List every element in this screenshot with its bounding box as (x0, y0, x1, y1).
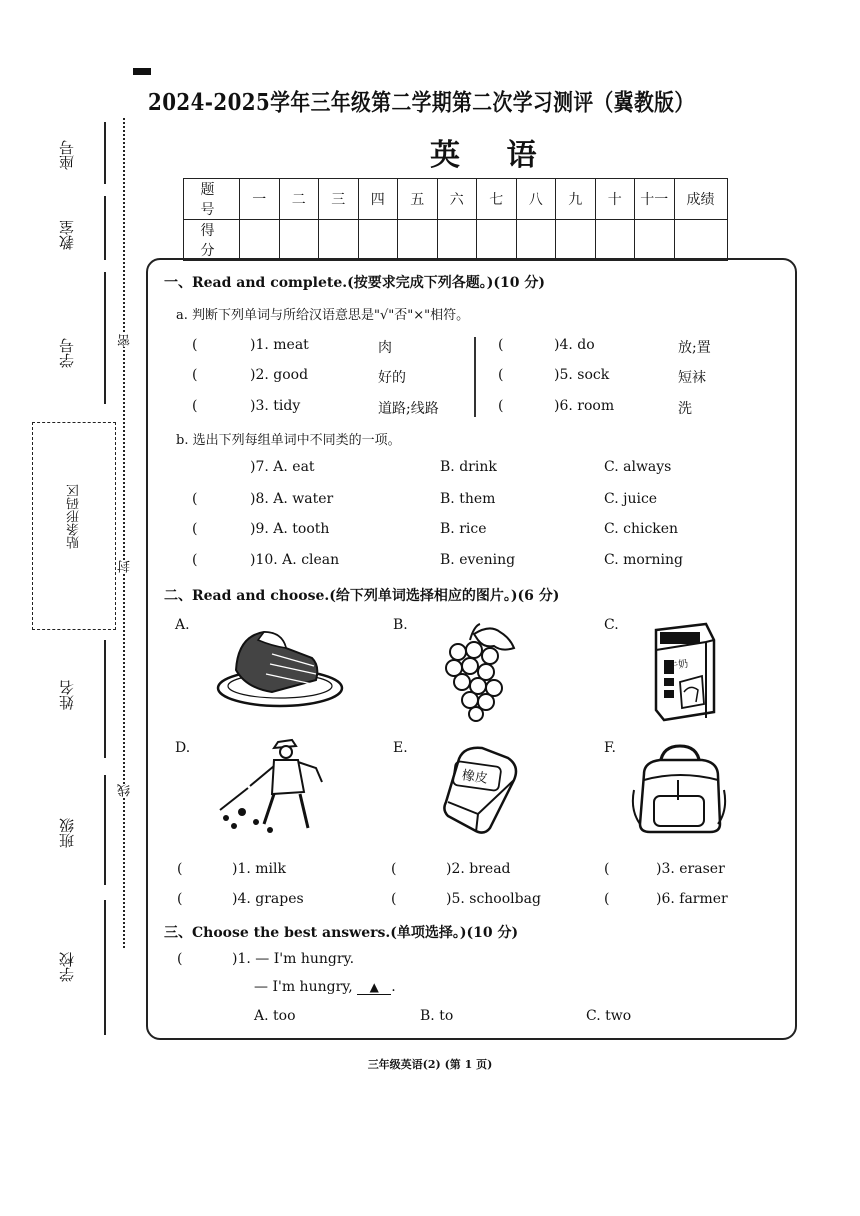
answer-paren[interactable]: ( (177, 891, 183, 907)
exam-title: 2024-2025学年三年级第二学期第二次学习测评（冀教版） (148, 89, 695, 116)
a-item-chinese: 肉 (378, 340, 392, 356)
seat-label: 座号 (58, 140, 76, 170)
milk-carton-text: 牛奶 (667, 658, 689, 673)
school-label: 学校 (58, 952, 76, 982)
b-option-b: B. rice (440, 521, 487, 537)
a-item-chinese: 道路;线路 (378, 401, 439, 417)
line-mark: 线 (118, 784, 133, 797)
score-input-cell[interactable] (279, 220, 319, 261)
score-cell: 十 (595, 179, 635, 220)
side-rule (104, 775, 106, 885)
registration-mark (133, 68, 151, 75)
student-no-label: 学号 (58, 338, 76, 368)
side-rule (104, 196, 106, 260)
score-table-header-row (184, 179, 728, 220)
grapes-icon (440, 622, 520, 722)
a-item-word: )3. tidy (250, 398, 301, 414)
score-cell: 成绩 (674, 179, 727, 220)
fold-mark: 封 (118, 560, 133, 573)
a-item-chinese: 好的 (378, 370, 406, 386)
farmer-icon (212, 738, 340, 834)
b-option-b: B. drink (440, 459, 497, 475)
answer-paren[interactable]: ( (192, 552, 198, 568)
bread-icon (216, 622, 346, 712)
b-option-b: B. them (440, 491, 496, 507)
section1-heading: 一、Read and complete.(按要求完成下列各题。)(10 分) (164, 275, 545, 291)
a-item-chinese: 放;置 (678, 340, 711, 356)
score-cell: 五 (398, 179, 438, 220)
score-cell: 九 (556, 179, 596, 220)
answer-paren[interactable]: ( (391, 861, 397, 877)
answer-paren[interactable]: ( (498, 337, 504, 353)
side-rule (104, 900, 106, 1035)
question-line: )1. — I'm hungry. (232, 951, 355, 967)
answer-paren[interactable]: ( (177, 951, 183, 967)
a-item-chinese: 洗 (678, 401, 692, 417)
response-end: . (391, 979, 396, 995)
picture-label-b: B. (393, 617, 408, 633)
b-option-c: C. chicken (604, 521, 679, 537)
page-footer: 三年级英语(2) (第 1 页) (367, 1058, 493, 1071)
column-divider (474, 337, 476, 417)
side-rule (104, 122, 106, 184)
score-input-cell[interactable] (358, 220, 398, 261)
answer-paren[interactable]: ( (192, 398, 198, 414)
part-a-instruction: a. 判断下列单词与所给汉语意思是"√"否"×"相符。 (176, 308, 470, 323)
answer-paren[interactable]: ( (391, 891, 397, 907)
picture-label-c: C. (604, 617, 619, 633)
choose-item: )1. milk (232, 861, 286, 877)
a-item-word: )2. good (250, 367, 309, 383)
answer-paren[interactable]: ( (192, 491, 198, 507)
score-cell: 三 (319, 179, 359, 220)
score-cell: 题 号 (184, 179, 240, 220)
score-cell: 二 (279, 179, 319, 220)
choose-item: )2. bread (446, 861, 511, 877)
b-option-b: B. evening (440, 552, 516, 568)
score-cell: 一 (240, 179, 280, 220)
score-input-cell[interactable] (240, 220, 280, 261)
side-rule (104, 640, 106, 758)
subject-title: 英 语 (430, 138, 555, 173)
option-c: C. two (586, 1008, 632, 1024)
choose-item: )6. farmer (656, 891, 728, 907)
answer-blank[interactable]: ▲ (357, 980, 391, 995)
answer-paren[interactable]: ( (177, 861, 183, 877)
b-option-a: )7. A. eat (250, 459, 315, 475)
picture-label-a: A. (175, 617, 190, 633)
side-rule (104, 272, 106, 404)
seal-mark: 密 (118, 334, 133, 347)
question-response (254, 979, 396, 995)
a-item-chinese: 短袜 (678, 370, 706, 386)
section2-heading: 二、Read and choose.(给下列单词选择相应的图片。)(6 分) (164, 588, 560, 604)
option-a: A. too (254, 1008, 296, 1024)
option-b: B. to (420, 1008, 454, 1024)
a-item-word: )5. sock (554, 367, 610, 383)
score-input-cell[interactable] (398, 220, 438, 261)
answer-paren[interactable]: ( (192, 337, 198, 353)
b-option-c: C. juice (604, 491, 658, 507)
score-table (183, 178, 728, 261)
a-item-word: )6. room (554, 398, 615, 414)
part-b-instruction: b. 选出下列每组单词中不同类的一项。 (176, 433, 401, 448)
score-cell: 六 (437, 179, 477, 220)
score-table-score-row (184, 220, 728, 261)
classroom-label: 教室 (58, 220, 76, 250)
choose-item: )3. eraser (656, 861, 725, 877)
score-input-cell[interactable] (319, 220, 359, 261)
choose-item: )4. grapes (232, 891, 304, 907)
section3-heading: 三、Choose the best answers.(单项选择。)(10 分) (164, 925, 519, 941)
b-option-c: C. always (604, 459, 672, 475)
score-cell: 八 (516, 179, 556, 220)
score-input-cell[interactable] (437, 220, 477, 261)
answer-paren[interactable]: ( (498, 398, 504, 414)
score-input-cell[interactable] (556, 220, 596, 261)
b-option-c: C. morning (604, 552, 683, 568)
a-item-word: )4. do (554, 337, 595, 353)
picture-label-f: F. (604, 740, 616, 756)
answer-paren[interactable]: ( (604, 861, 610, 877)
answer-paren[interactable]: ( (498, 367, 504, 383)
eraser-icon (442, 742, 528, 836)
name-label: 姓名 (58, 680, 76, 710)
picture-label-d: D. (175, 740, 191, 756)
class-label: 班级 (58, 818, 76, 848)
eraser-text: 橡皮 (460, 768, 489, 787)
milk-carton-icon (636, 620, 720, 724)
binding-dotted-line (123, 118, 125, 948)
score-cell: 十一 (635, 179, 675, 220)
response-text: — I'm hungry, (254, 979, 358, 995)
score-input-cell[interactable] (635, 220, 675, 261)
b-option-a: )8. A. water (250, 491, 334, 507)
schoolbag-icon (630, 740, 730, 836)
b-option-a: )10. A. clean (250, 552, 340, 568)
barcode-label: 贴条形码区 (67, 484, 82, 549)
picture-label-e: E. (393, 740, 408, 756)
score-input-cell[interactable] (595, 220, 635, 261)
answer-paren[interactable]: ( (604, 891, 610, 907)
answer-paren[interactable]: ( (192, 367, 198, 383)
choose-item: )5. schoolbag (446, 891, 541, 907)
score-row-label: 得 分 (184, 220, 240, 261)
score-cell: 七 (477, 179, 517, 220)
score-input-cell[interactable] (516, 220, 556, 261)
answer-paren[interactable]: ( (192, 521, 198, 537)
score-cell: 四 (358, 179, 398, 220)
score-input-cell[interactable] (477, 220, 517, 261)
score-input-cell[interactable] (674, 220, 727, 261)
b-option-a: )9. A. tooth (250, 521, 330, 537)
a-item-word: )1. meat (250, 337, 309, 353)
